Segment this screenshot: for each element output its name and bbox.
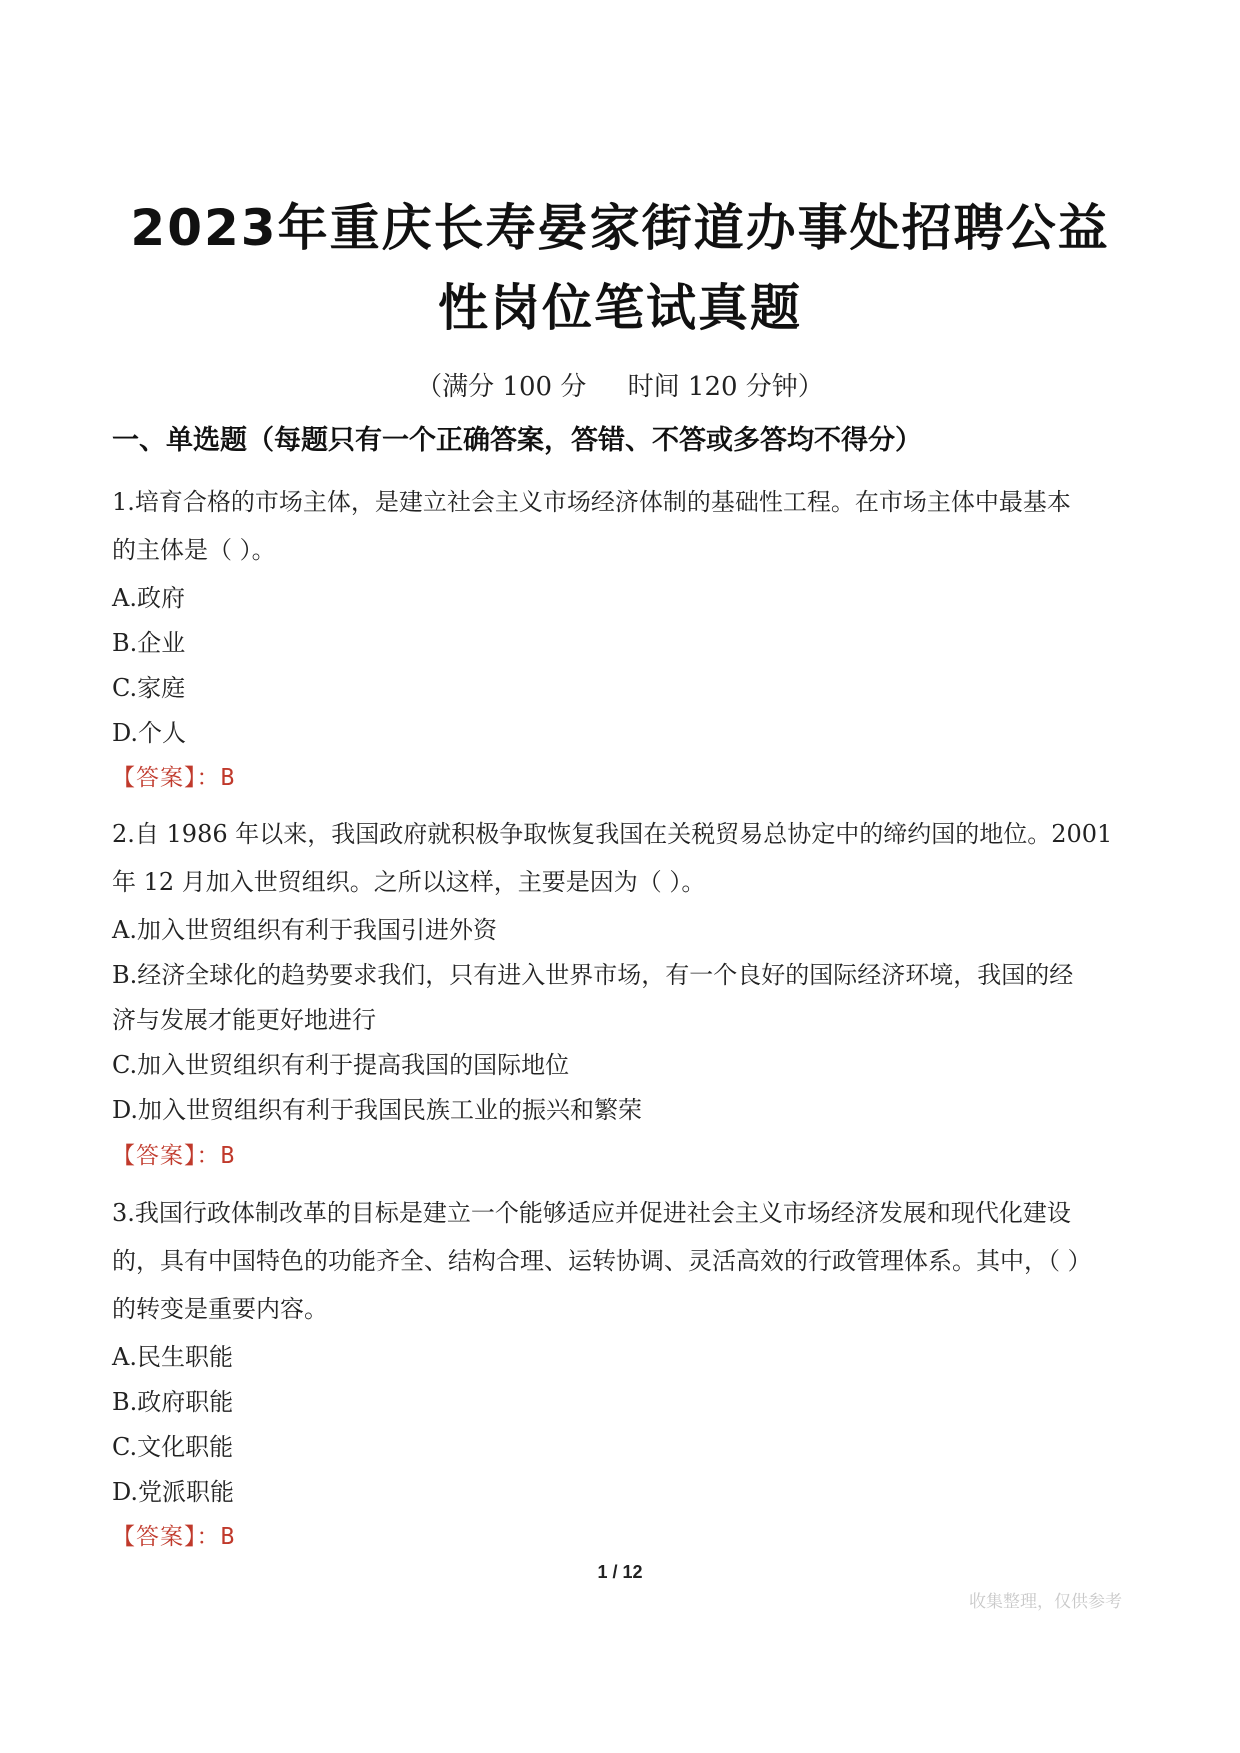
question-1-stem-line-2: 的主体是（ ）。: [112, 536, 276, 564]
document-title-line-1: 2023年重庆长寿晏家街道办事处招聘公益: [130, 199, 1110, 257]
question-2-option-a: A.加入世贸组织有利于我国引进外资: [112, 916, 497, 944]
question-2-option-b-line-1: B.经济全球化的趋势要求我们，只有进入世界市场，有一个良好的国际经济环境，我国的经: [112, 961, 1074, 989]
question-3-answer: 【答案】：B: [112, 1524, 236, 1550]
section-heading: 一、单选题（每题只有一个正确答案，答错、不答或多答均不得分）: [112, 425, 922, 456]
watermark-text: 收集整理，仅供参考: [969, 1592, 1122, 1612]
question-3-stem-line-3: 的转变是重要内容。: [112, 1295, 328, 1323]
question-2-option-b-line-2: 济与发展才能更好地进行: [112, 1006, 376, 1034]
question-1-option-a: A.政府: [112, 584, 185, 612]
question-1-option-c: C.家庭: [112, 674, 186, 702]
question-1-answer: 【答案】：B: [112, 765, 236, 791]
question-3-stem-line-1: 3.我国行政体制改革的目标是建立一个能够适应并促进社会主义市场经济发展和现代化建设: [112, 1199, 1071, 1227]
question-2-option-d: D.加入世贸组织有利于我国民族工业的振兴和繁荣: [112, 1096, 643, 1124]
question-3-stem-line-2: 的，具有中国特色的功能齐全、结构合理、运转协调、灵活高效的行政管理体系。其中，（ ）: [112, 1247, 1092, 1275]
question-1-option-b: B.企业: [112, 629, 186, 657]
question-1-stem-line-1: 1.培育合格的市场主体，是建立社会主义市场经济体制的基础性工程。在市场主体中最基本: [112, 488, 1071, 516]
question-1-option-d: D.个人: [112, 719, 187, 747]
question-3-option-b: B.政府职能: [112, 1388, 234, 1416]
document-title-line-2: 性岗位笔试真题: [438, 279, 802, 337]
question-2-option-c: C.加入世贸组织有利于提高我国的国际地位: [112, 1051, 570, 1079]
exam-meta: （满分 100 分 时间 120 分钟）: [416, 372, 824, 402]
question-3-option-a: A.民生职能: [112, 1343, 233, 1371]
question-3-option-c: C.文化职能: [112, 1433, 234, 1461]
question-3-option-d: D.党派职能: [112, 1478, 235, 1506]
question-2-answer: 【答案】：B: [112, 1143, 236, 1169]
question-2-stem-line-1: 2.自 1986 年以来，我国政府就积极争取恢复我国在关税贸易总协定中的缔约国的地位。2001: [112, 820, 1113, 848]
page-number: 1 / 12: [597, 1562, 643, 1582]
question-2-stem-line-2: 年 12 月加入世贸组织。之所以这样，主要是因为（ ）。: [112, 868, 706, 896]
